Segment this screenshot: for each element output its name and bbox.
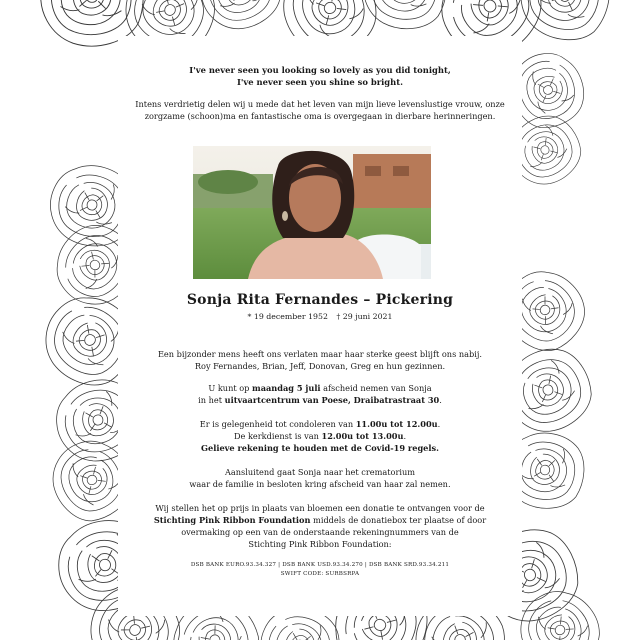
donation-line-1: Wij stellen het op prijs in plaats van bloemen een donatie te ontvangen voor de: [155, 503, 485, 513]
death-date: † 29 juni 2021: [336, 312, 393, 321]
text-segment: .: [439, 395, 442, 405]
cremation-line-1: Aansluitend gaat Sonja naar het crematorium: [224, 467, 416, 477]
bank-details: [118, 561, 522, 579]
family-message-line-1: Een bijzonder mens heeft ons verlaten maar haar sterke geest blijft ons nabij.: [157, 349, 483, 359]
church-service-line: [118, 430, 522, 442]
swift-code: SWIFT CODE: SURBSRPA: [280, 571, 360, 577]
text-segment: afscheid nemen van Sonja: [320, 383, 432, 393]
donation-request: [118, 502, 522, 550]
poem-quote: [118, 64, 522, 88]
family-message: [118, 348, 522, 372]
donation-line-4: Stichting Pink Ribbon Foundation:: [248, 539, 392, 549]
intro-text: Intens verdrietig delen wij u mede dat het leven van mijn lieve levenslustige vrouw, onze zorgzame (schoon)ma en fantastische oma is overgegaan in dierbare herinneringen.: [135, 99, 505, 121]
farewell-date: maandag 5 juli: [252, 383, 321, 393]
poem-line-1: I've never seen you looking so lovely as you did tonight,: [189, 65, 451, 75]
covid-notice: [118, 442, 522, 454]
text-segment: De kerkdienst is van: [233, 431, 322, 441]
donation-line-2: [118, 514, 522, 526]
foundation-name: Stichting Pink Ribbon Foundation: [153, 515, 311, 525]
covid-notice-text: Gelieve rekening te houden met de Covid-19 regels.: [201, 443, 439, 453]
deceased-name: Sonja Rita Fernandes – Pickering: [186, 292, 454, 308]
text-segment: Er is gelegenheid tot condoleren van: [199, 419, 356, 429]
condolence-time-line: [118, 418, 522, 430]
farewell-date-line: [118, 382, 522, 394]
condolence-time: 11.00u tot 12.00u: [355, 419, 438, 429]
service-schedule: [118, 418, 522, 454]
cremation-line-2: waar de familie in besloten kring afscheid van haar zal nemen.: [189, 479, 451, 489]
church-service-time: 12.00u tot 13.00u: [321, 431, 404, 441]
text-segment: middels de donatiebox ter plaatse of door: [310, 515, 487, 525]
donation-line-3: overmaking op een van de onderstaande rekeningnummers van de: [181, 527, 459, 537]
life-dates: [118, 312, 522, 321]
poem-line-2: I've never seen you shine so bright.: [236, 77, 404, 87]
text-segment: .: [403, 431, 407, 441]
text-segment: .: [437, 419, 441, 429]
portrait-photo: [193, 146, 431, 279]
cremation-info: [118, 466, 522, 490]
obituary-card: [118, 36, 522, 616]
text-segment: U kunt op: [208, 383, 253, 393]
farewell-location-line: [118, 394, 522, 406]
farewell-info: [118, 382, 522, 406]
farewell-location: uitvaartcentrum van Poese, Draibatrastraat 30: [224, 395, 440, 405]
text-segment: in het: [198, 395, 225, 405]
family-members: Roy Fernandes, Brian, Jeff, Donovan, Greg en hun gezinnen.: [194, 361, 446, 371]
bank-accounts: DSB BANK EURO.93.34.327 | DSB BANK USD.93.34.270 | DSB BANK SRD.93.34.211: [190, 562, 450, 568]
birth-date: * 19 december 1952: [247, 312, 328, 321]
